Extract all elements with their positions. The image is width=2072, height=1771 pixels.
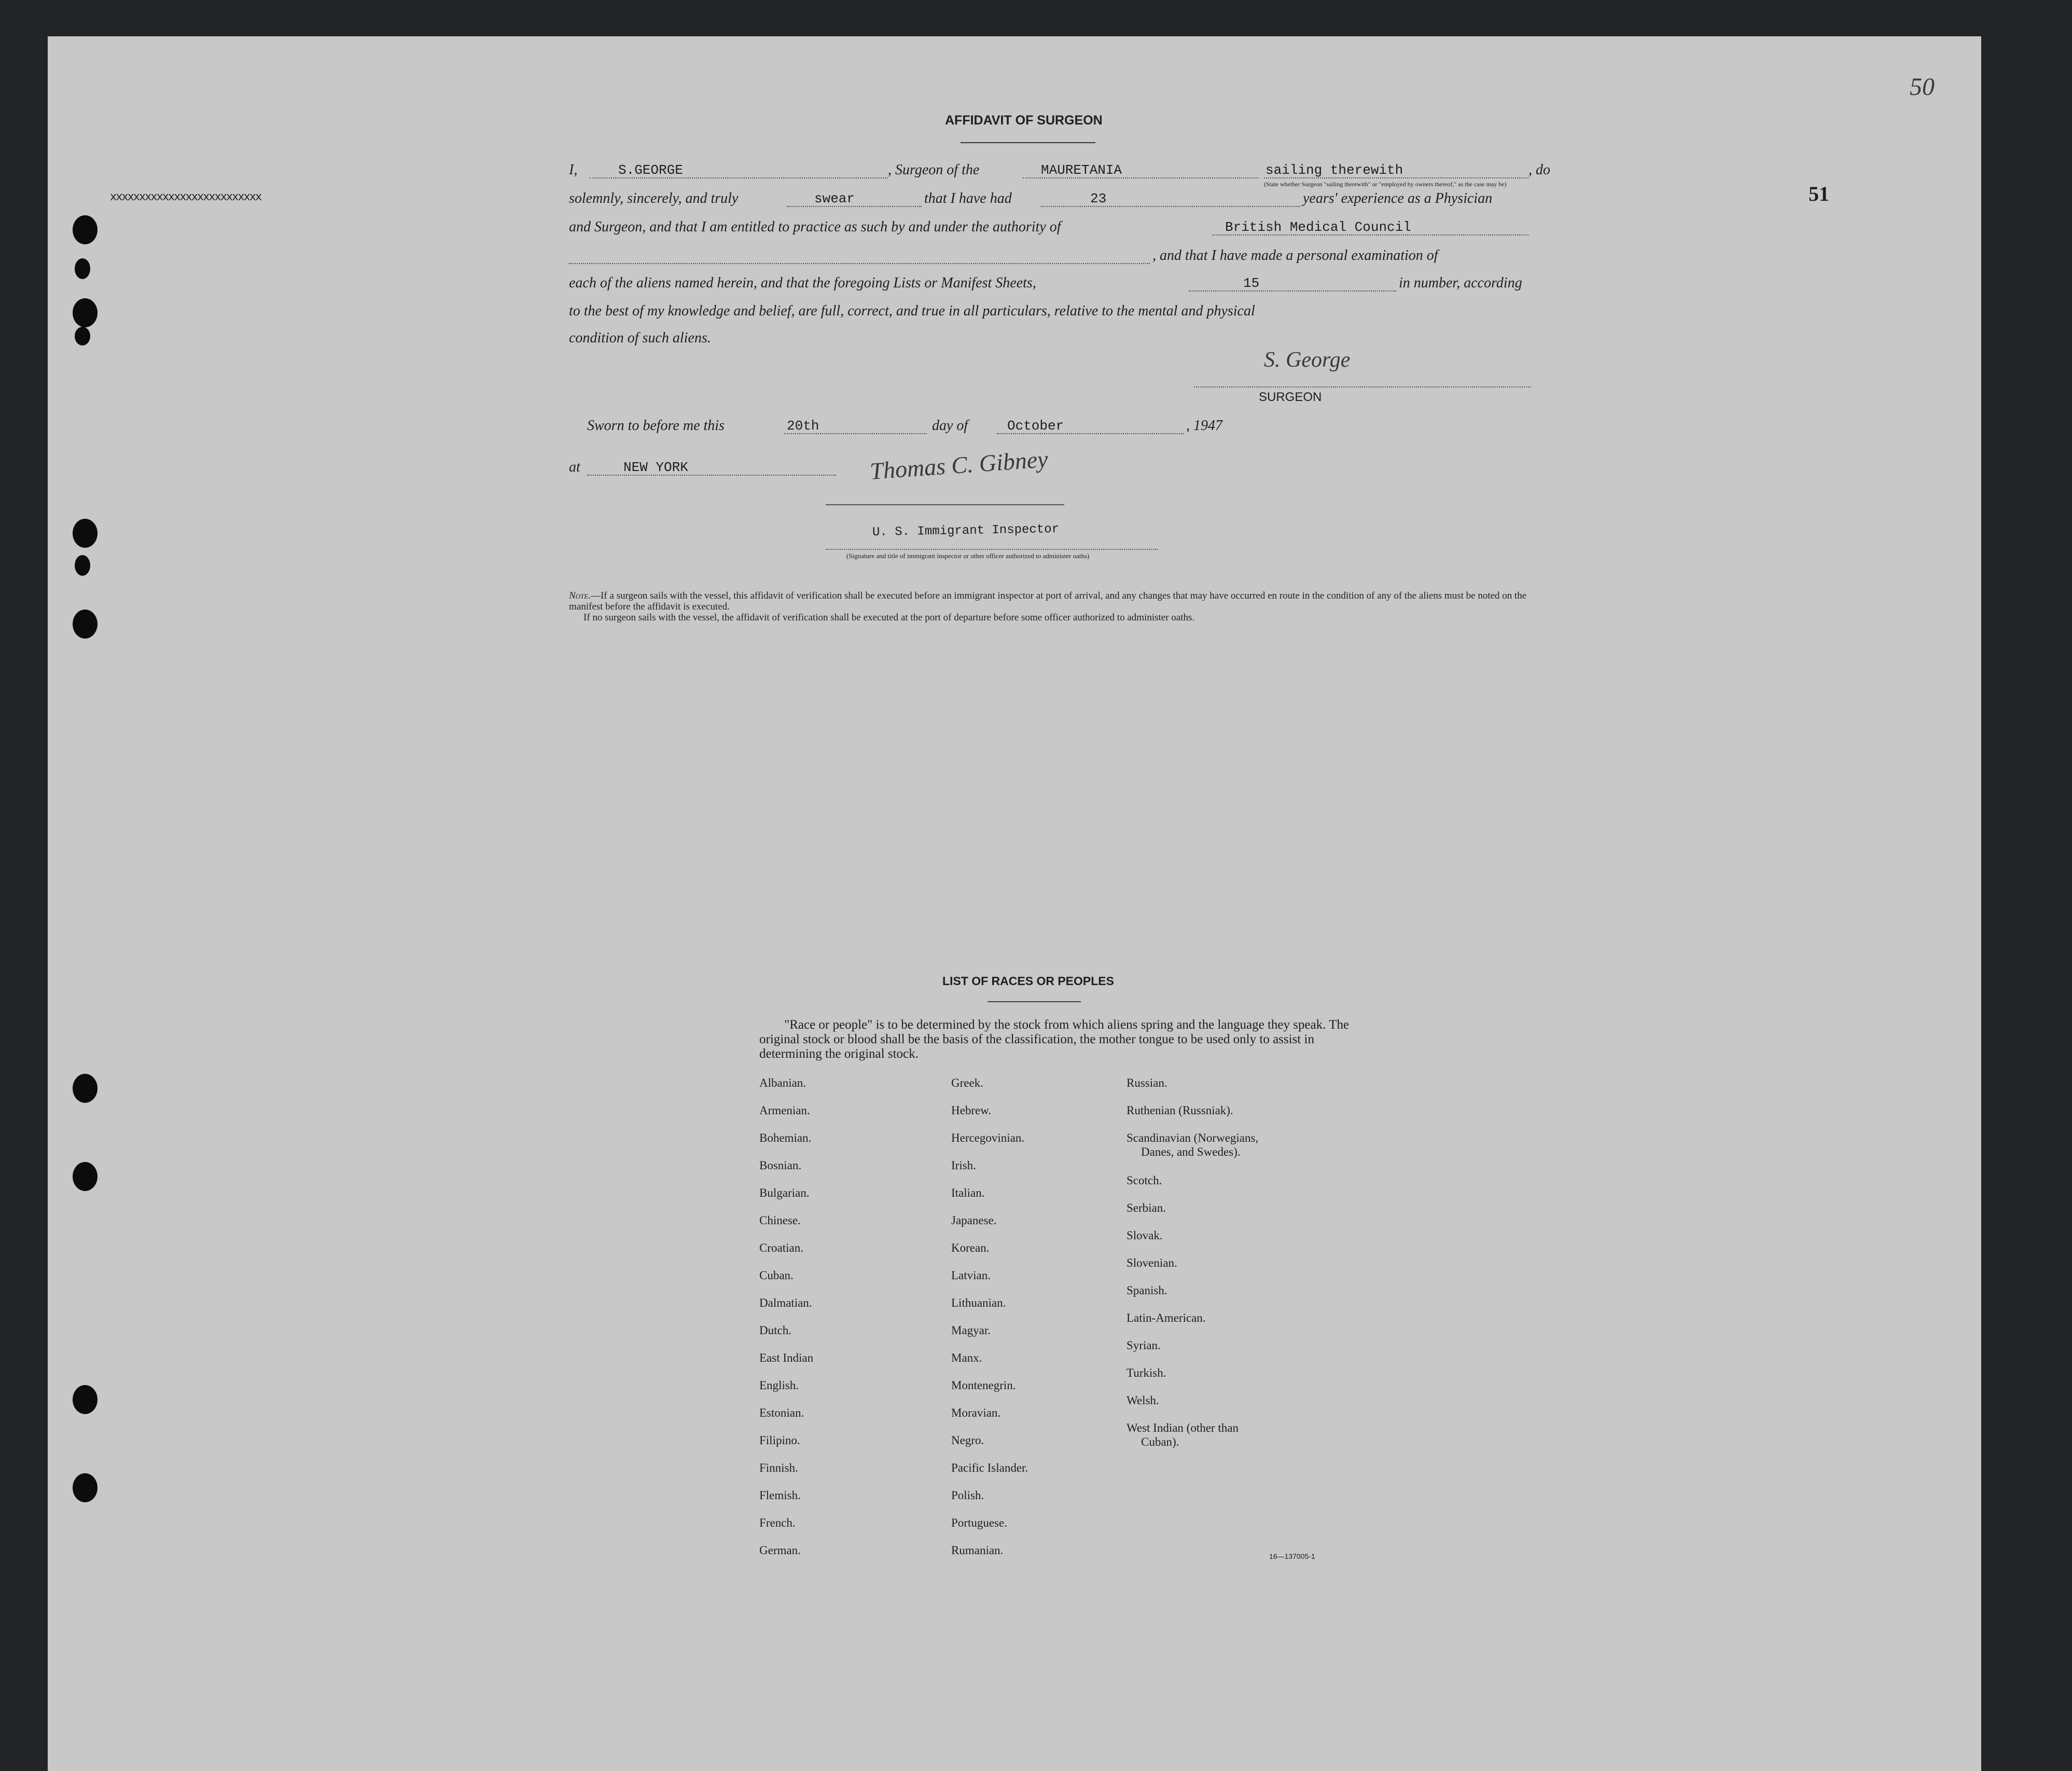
race-item: Magyar. — [951, 1324, 991, 1337]
punch-hole — [73, 1473, 98, 1502]
sailing-value: sailing therewith — [1266, 162, 1403, 178]
handwritten-page-number: 50 — [1910, 73, 1935, 101]
race-item: Italian. — [951, 1186, 985, 1199]
race-item: French. — [759, 1516, 796, 1529]
race-item: Slovenian. — [1127, 1256, 1177, 1270]
header-marks: xxxxxxxxxxxxxxxxxxxxxxxxxx — [110, 191, 261, 204]
race-item: Danes, and Swedes). — [1141, 1145, 1241, 1158]
line7: condition of such aliens. — [569, 330, 711, 346]
race-item: Syrian. — [1127, 1339, 1161, 1352]
blank-line — [569, 263, 1150, 264]
line6: to the best of my knowledge and belief, are full, correct, and true in all particulars, relative to the mental and physical — [569, 303, 1255, 319]
race-item: Estonian. — [759, 1406, 804, 1419]
authority-value: British Medical Council — [1225, 219, 1411, 235]
stamped-page-number: 51 — [1809, 182, 1829, 205]
punch-hole — [75, 258, 90, 279]
note-lead: Note. — [569, 590, 591, 601]
race-item: Finnish. — [759, 1461, 798, 1474]
race-item: Slovak. — [1127, 1229, 1163, 1242]
race-item: Spanish. — [1127, 1284, 1167, 1297]
race-item: Greek. — [951, 1076, 983, 1089]
line3-start: and Surgeon, and that I am entitled to practice as such by and under the authority of — [569, 219, 1061, 235]
race-item: Hebrew. — [951, 1104, 992, 1117]
race-item: Bosnian. — [759, 1159, 802, 1172]
race-item: Bulgarian. — [759, 1186, 810, 1199]
line2-end: years' experience as a Physician — [1303, 190, 1493, 206]
line4-end: , and that I have made a personal examination of — [1152, 247, 1438, 264]
race-item: Filipino. — [759, 1434, 800, 1447]
race-item: Montenegrin. — [951, 1379, 1016, 1392]
race-item: German. — [759, 1544, 801, 1557]
punch-hole — [73, 298, 98, 327]
race-item: Lithuanian. — [951, 1296, 1006, 1309]
affidavit-note — [569, 590, 1534, 623]
inspector-rule — [826, 504, 1064, 505]
line2-mid: that I have had — [924, 190, 1012, 206]
race-item: English. — [759, 1379, 799, 1392]
races-title-underline — [988, 1001, 1081, 1002]
line1-do: , do — [1528, 162, 1550, 178]
punch-hole — [75, 555, 90, 576]
line5-end: in number, according — [1399, 275, 1522, 291]
inspector-line — [826, 549, 1158, 550]
form-number: 16—137005-1 — [1269, 1552, 1315, 1560]
race-item: West Indian (other than — [1127, 1421, 1239, 1435]
races-title: LIST OF RACES OR PEOPLES — [942, 974, 1114, 988]
race-item: Turkish. — [1127, 1366, 1166, 1380]
signature-line — [1194, 386, 1531, 388]
note-text-2: If no surgeon sails with the vessel, the affidavit of verification shall be executed at the port of departure before some officer authorized to administer oaths. — [583, 612, 1195, 623]
punch-hole — [73, 1074, 98, 1103]
sworn-start: Sworn to before me this — [587, 418, 725, 434]
race-item: Korean. — [951, 1241, 990, 1254]
race-item: Welsh. — [1127, 1394, 1159, 1407]
affidavit-title: AFFIDAVIT OF SURGEON — [945, 113, 1103, 128]
race-item: Polish. — [951, 1489, 984, 1502]
sailing-note: (State whether Surgeon "sailing therewith" or "employed by owners thereof," as the case may be) — [1264, 181, 1507, 188]
line1-surgeon-of: , Surgeon of the — [888, 162, 980, 178]
oath-value: swear — [814, 191, 855, 206]
title-underline — [961, 142, 1095, 143]
surgeon-name-value: S.GEORGE — [618, 162, 683, 178]
sworn-year: , 1947 — [1186, 418, 1222, 434]
race-item: Cuban). — [1141, 1435, 1179, 1449]
race-item: Albanian. — [759, 1076, 806, 1089]
line1-i: I, — [569, 162, 578, 178]
document-sheet — [48, 36, 1981, 1771]
race-item: Negro. — [951, 1434, 984, 1447]
race-item: Dalmatian. — [759, 1296, 812, 1309]
blank-line — [1041, 206, 1300, 207]
inspector-caption: (Signature and title of immigrant inspector or other officer authorized to administer oaths) — [846, 552, 1090, 560]
race-item: Rumanian. — [951, 1544, 1004, 1557]
punch-hole — [73, 215, 98, 244]
punch-hole — [73, 1385, 98, 1414]
line5-start: each of the aliens named herein, and that the foregoing Lists or Manifest Sheets, — [569, 275, 1036, 291]
race-item: Manx. — [951, 1351, 982, 1364]
at-label: at — [569, 459, 580, 475]
race-item: Dutch. — [759, 1324, 791, 1337]
note-text: —If a surgeon sails with the vessel, this affidavit of verification shall be executed before an immigrant inspector at port of arrival, and any changes that may have occurred en route in the condition of any of the aliens must be noted on the manifest before the affidavit is executed. — [569, 590, 1527, 612]
sworn-day-of: day of — [932, 418, 968, 434]
race-item: Scandinavian (Norwegians, — [1127, 1131, 1259, 1144]
race-item: Portuguese. — [951, 1516, 1007, 1529]
race-item: Scotch. — [1127, 1174, 1162, 1187]
surgeon-label: SURGEON — [1259, 390, 1322, 404]
inspector-title-value: U. S. Immigrant Inspector — [872, 522, 1060, 540]
race-item: Japanese. — [951, 1214, 997, 1227]
race-item: Cuban. — [759, 1269, 794, 1282]
race-item: Pacific Islander. — [951, 1461, 1028, 1474]
race-item: Serbian. — [1127, 1201, 1166, 1215]
race-item: Hercegovinian. — [951, 1131, 1025, 1144]
race-item: Moravian. — [951, 1406, 1001, 1419]
line2-start: solemnly, sincerely, and truly — [569, 190, 739, 206]
sworn-day-value: 20th — [787, 418, 819, 434]
blank-line — [1189, 290, 1396, 292]
race-item: Ruthenian (Russniak). — [1127, 1104, 1233, 1117]
vessel-value: MAURETANIA — [1041, 162, 1122, 178]
punch-hole — [73, 519, 98, 548]
race-item: East Indian — [759, 1351, 814, 1364]
sworn-month-value: October — [1007, 418, 1064, 434]
sheets-value: 15 — [1243, 275, 1260, 291]
race-item: Chinese. — [759, 1214, 801, 1227]
race-item: Flemish. — [759, 1489, 801, 1502]
years-value: 23 — [1090, 191, 1107, 206]
race-item: Bohemian. — [759, 1131, 812, 1144]
punch-hole — [75, 327, 90, 345]
race-item: Russian. — [1127, 1076, 1167, 1089]
race-item: Irish. — [951, 1159, 976, 1172]
race-item: Latvian. — [951, 1269, 991, 1282]
races-intro: "Race or people" is to be determined by the stock from which aliens spring and the language they speak. The original stock or blood shall be the basis of the classification, the mother tongue to be used only to assist in determining the original stock. — [759, 1018, 1350, 1061]
punch-hole — [73, 1162, 98, 1191]
surgeon-signature: S. George — [1264, 348, 1351, 372]
race-item: Latin-American. — [1127, 1311, 1206, 1325]
inspector-signature: Thomas C. Gibney — [869, 446, 1049, 485]
race-item: Armenian. — [759, 1104, 810, 1117]
punch-hole — [73, 610, 98, 639]
at-place-value: NEW YORK — [623, 460, 688, 475]
race-item: Croatian. — [759, 1241, 803, 1254]
